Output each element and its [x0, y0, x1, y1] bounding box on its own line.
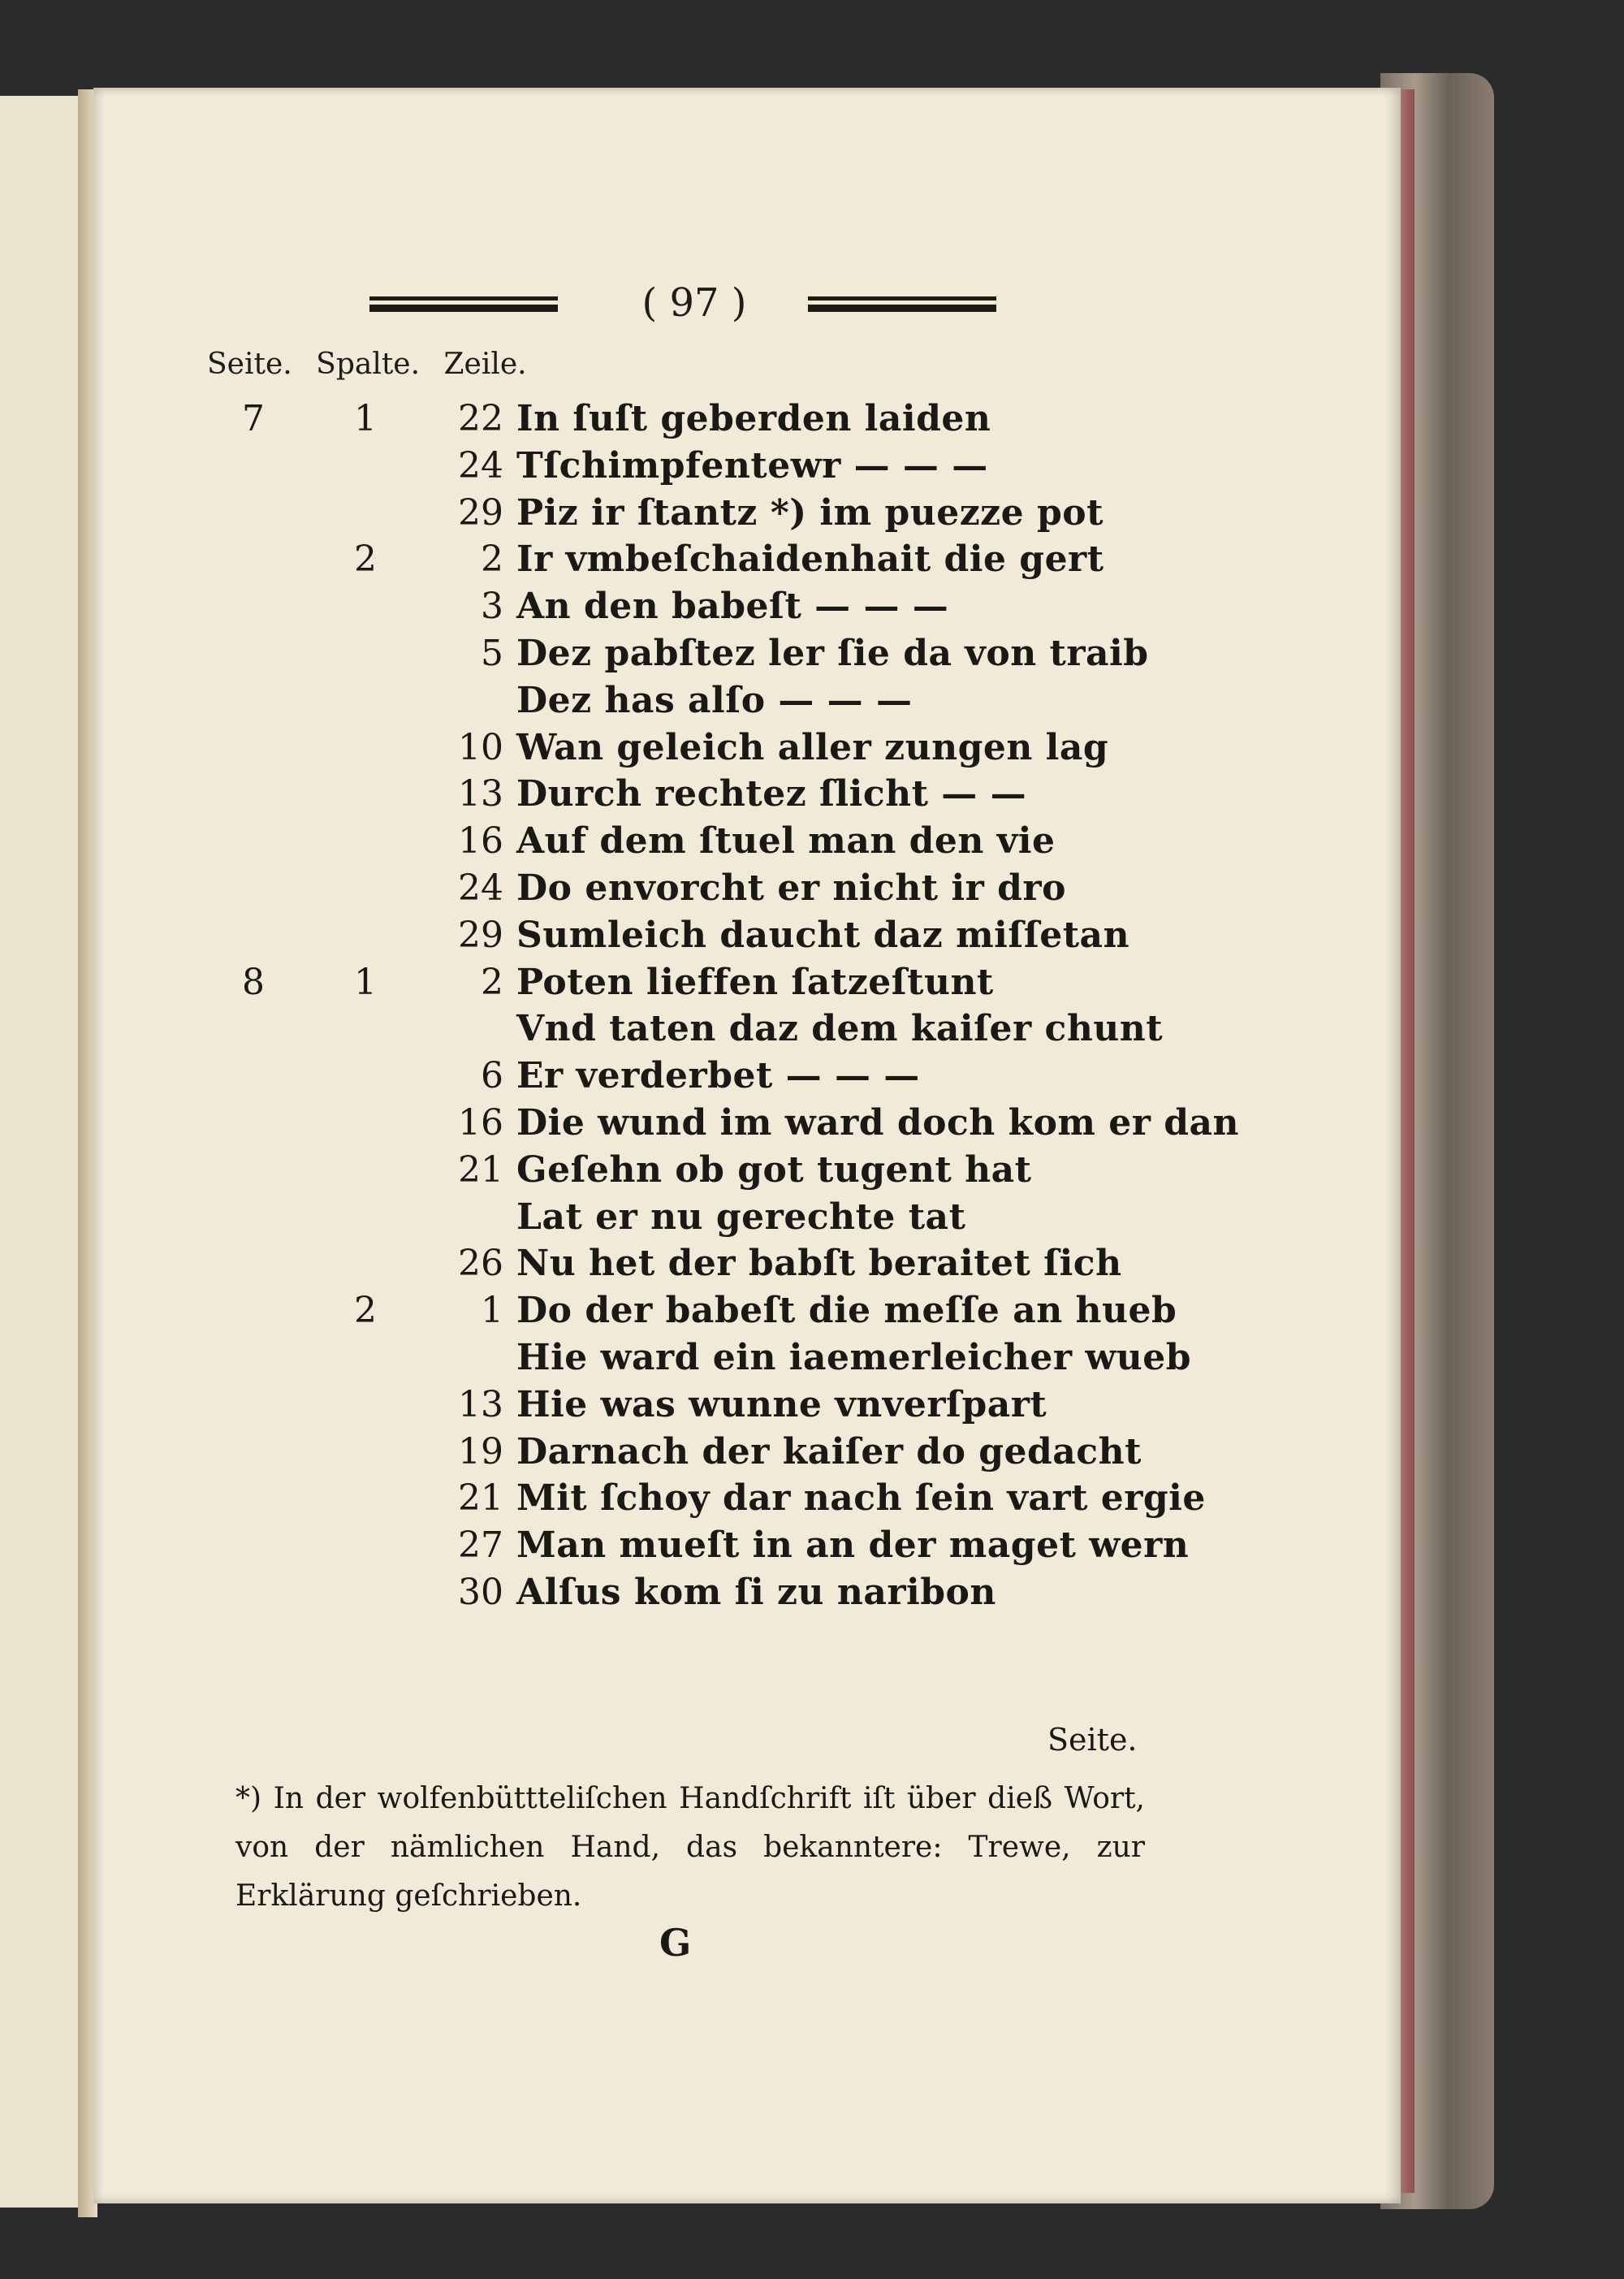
- entry-verse: Dez pabſtez ler ſie da von traib: [516, 633, 1149, 674]
- table-row: [0, 1477, 1218, 1526]
- table-row: [0, 1384, 1218, 1433]
- table-row: [0, 1149, 1218, 1198]
- entry-zeile: 24: [458, 444, 503, 487]
- table-row: [0, 1008, 1218, 1057]
- table-row: [0, 633, 1218, 681]
- column-headings: [207, 348, 542, 381]
- entry-verse: In ſuſt geberden laiden: [516, 398, 991, 439]
- table-row: [0, 962, 1218, 1010]
- entry-verse: An den babeſt — — —: [516, 586, 949, 628]
- entry-zeile: 21: [458, 1148, 503, 1191]
- entry-zeile: 24: [458, 867, 503, 909]
- entry-zeile: 29: [458, 914, 503, 956]
- entry-verse: Lat er nu gerechte tat: [516, 1196, 966, 1238]
- table-row: [0, 492, 1218, 541]
- table-row: [0, 398, 1218, 447]
- entry-verse: Auf dem ſtuel man den vie: [516, 820, 1056, 863]
- entry-verse: Alſus kom ſi zu naribon: [516, 1572, 996, 1613]
- entry-zeile: 13: [458, 773, 503, 815]
- entry-verse: Geſehn ob got tugent hat: [516, 1148, 1032, 1191]
- entry-seite: 7: [242, 398, 265, 439]
- entry-zeile: 19: [458, 1430, 503, 1472]
- table-row: [0, 1102, 1240, 1151]
- page-number: ( 97 ): [641, 280, 747, 326]
- table-row: [0, 586, 1218, 634]
- entry-spalte: 1: [354, 961, 377, 1003]
- entry-verse: Man mueſt in an der maget wern: [516, 1524, 1190, 1567]
- entry-zeile: 16: [458, 1102, 503, 1144]
- table-row: [0, 1524, 1218, 1573]
- entry-verse: Nu het der babſt beraitet ſich: [516, 1243, 1122, 1285]
- table-row: [0, 1243, 1218, 1291]
- entry-verse: Piz ir ſtantz *) im puezze pot: [516, 491, 1104, 534]
- entry-zeile: 6: [481, 1055, 503, 1097]
- table-row: [0, 680, 1218, 729]
- column-heading-zeile: Zeile.: [443, 348, 527, 381]
- footnote: *) In der wolfenbüttteliſchen Handſchrift iſt über dieß Wort, von der nämlichen Hand, das bekanntere: Trewe, zur Erklärung geſchrieben.: [235, 1782, 1145, 1913]
- entry-zeile: 2: [481, 961, 503, 1003]
- entry-spalte: 2: [354, 538, 377, 581]
- entry-verse: Vnd taten daz dem kaiſer chunt: [516, 1008, 1164, 1050]
- page-header: [369, 280, 1003, 329]
- signature-mark: G: [659, 1921, 692, 1965]
- entry-verse: Durch rechtez ſlicht — —: [516, 773, 1027, 815]
- entry-zeile: 3: [481, 586, 503, 628]
- entry-verse: Mit ſchoy dar nach ſein vart ergie: [516, 1477, 1206, 1520]
- entry-seite: 8: [242, 961, 265, 1003]
- entry-zeile: 16: [458, 820, 503, 863]
- table-row: [0, 727, 1218, 776]
- entry-zeile: 30: [458, 1572, 503, 1613]
- header-rule-left: [369, 296, 558, 314]
- table-row: [0, 1055, 1218, 1104]
- entry-verse: Sumleich daucht daz miſſetan: [516, 914, 1130, 956]
- entry-zeile: 27: [458, 1524, 503, 1567]
- table-row: [0, 820, 1218, 869]
- table-row: [0, 445, 1218, 494]
- table-row: [0, 1290, 1218, 1338]
- entry-zeile: 2: [481, 538, 503, 581]
- table-row: [0, 1337, 1218, 1386]
- entry-zeile: 26: [458, 1243, 503, 1285]
- table-row: [0, 538, 1218, 587]
- entry-zeile: 10: [458, 726, 503, 768]
- table-row: [0, 915, 1218, 963]
- column-heading-spalte: Spalte.: [316, 348, 421, 381]
- entry-verse: Darnach der kaiſer do gedacht: [516, 1430, 1142, 1472]
- entry-verse: Wan geleich aller zungen lag: [516, 726, 1109, 768]
- entry-zeile: 21: [458, 1477, 503, 1520]
- entry-spalte: 2: [354, 1290, 377, 1332]
- entry-zeile: 22: [458, 398, 503, 439]
- entry-zeile: 13: [458, 1383, 503, 1425]
- entry-verse: Hie was wunne vnverſpart: [516, 1383, 1047, 1425]
- table-row: [0, 1431, 1218, 1480]
- entry-verse: Er verderbet — — —: [516, 1055, 920, 1097]
- table-row: [0, 773, 1218, 822]
- table-row: [0, 1572, 1218, 1620]
- header-rule-right: [808, 296, 996, 314]
- entry-verse: Die wund im ward doch kom er dan: [516, 1102, 1240, 1144]
- entry-verse: Hie ward ein iaemerleicher wueb: [516, 1337, 1192, 1378]
- entry-verse: Dez has alſo — — —: [516, 679, 913, 721]
- entry-verse: Ir vmbeſchaidenhait die gert: [516, 538, 1104, 581]
- entry-zeile: 29: [458, 491, 503, 534]
- entry-verse: Do envorcht er nicht ir dro: [516, 867, 1066, 909]
- entry-verse: Do der babeſt die meſſe an hueb: [516, 1290, 1177, 1332]
- table-row: [0, 867, 1218, 916]
- entry-verse: Poten lieffen ſatzeſtunt: [516, 961, 994, 1003]
- column-heading-seite: Seite.: [207, 348, 292, 381]
- catchword: Seite.: [1047, 1722, 1138, 1758]
- entry-spalte: 1: [354, 398, 377, 439]
- entry-zeile: 5: [481, 633, 503, 674]
- entry-zeile: 1: [481, 1290, 503, 1332]
- table-row: [0, 1196, 1218, 1245]
- entry-verse: Tſchimpfentewr — — —: [516, 444, 988, 487]
